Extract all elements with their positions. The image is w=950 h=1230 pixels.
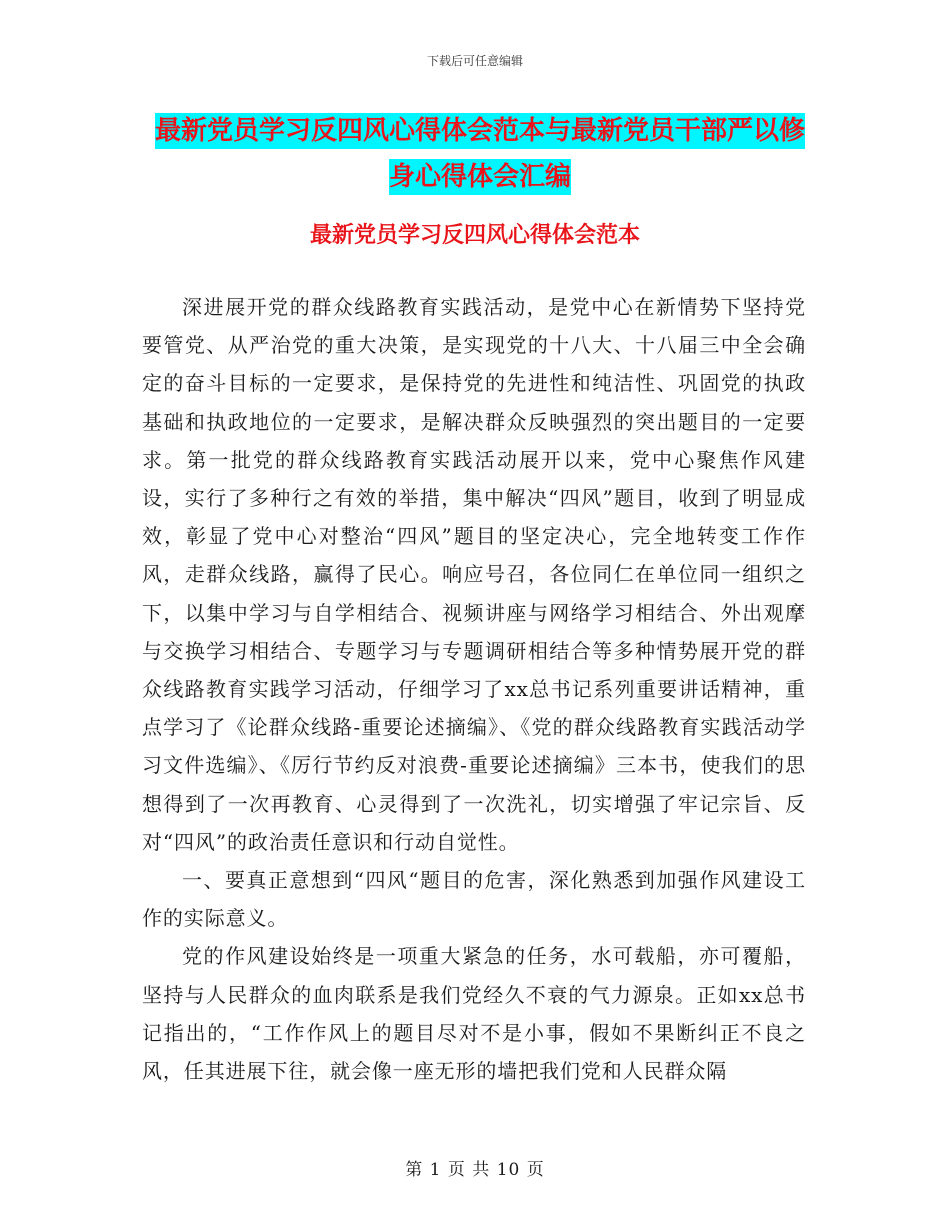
page-header: 下载后可任意编辑 — [426, 54, 523, 68]
section-title: 最新党员学习反四风心得体会范本 — [309, 223, 640, 248]
document-title — [150, 108, 810, 200]
document-title-text: 最新党员学习反四风心得体会范本与最新党员干部严以修身心得体会汇编 — [155, 113, 805, 195]
paragraph: 一、要真正意想到“四风“题目的危害，深化熟悉到加强作风建设工作的实际意义。 — [142, 868, 806, 931]
page-number-footer: 第 1 页 共 10 页 — [405, 1160, 545, 1180]
paragraph: 深进展开党的群众线路教育实践活动，是党中心在新情势下坚持党要管党、从严治党的重大决策，是实现党的十八大、十八届三中全会确定的奋斗目标的一定要求，是保持党的先进性和纯洁性、巩固党的执政基础和执政地位的一定要求，是解决群众反映强烈的突出题目的一定要求。第一批党的群众线路教育实践活动展开以来，党中心聚焦作风建设，实行了多种行之有效的举措，集中解决“四风”题目，收到了明显成效，彰显了党中心对整治“四风”题目的坚定决心，完全地转变工作作风，走群众线路，赢得了民心。响应号召，各位同仁在单位同一组织之下，以集中学习与自学相结合、视频讲座与网络学习相结合、外出观摩与交换学习相结合、专题学习与专题调研相结合等多种情势展开党的群众线路教育实践学习活动，仔细学习了xx总书记系列重要讲话精神，重点学习了《论群众线路-重要论述摘编》、《党的群众线路教育实践活动学习文件选编》、《厉行节约反对浪费-重要论述摘编》三本书，使我们的思想得到了一次再教育、心灵得到了一次洗礼，切实增强了牢记宗旨、反对“四风”的政治责任意识和行动自觉性。 — [142, 295, 806, 854]
paragraph: 党的作风建设始终是一项重大紧急的任务，水可载船，亦可覆船，坚持与人民群众的血肉联系是我们党经久不衰的气力源泉。正如xx总书记指出的，“工作作风上的题目尽对不是小事，假如不果断纠正不良之风，任其进展下往，就会像一座无形的墙把我们党和人民群众隔 — [142, 944, 806, 1084]
document-body — [142, 288, 806, 1090]
